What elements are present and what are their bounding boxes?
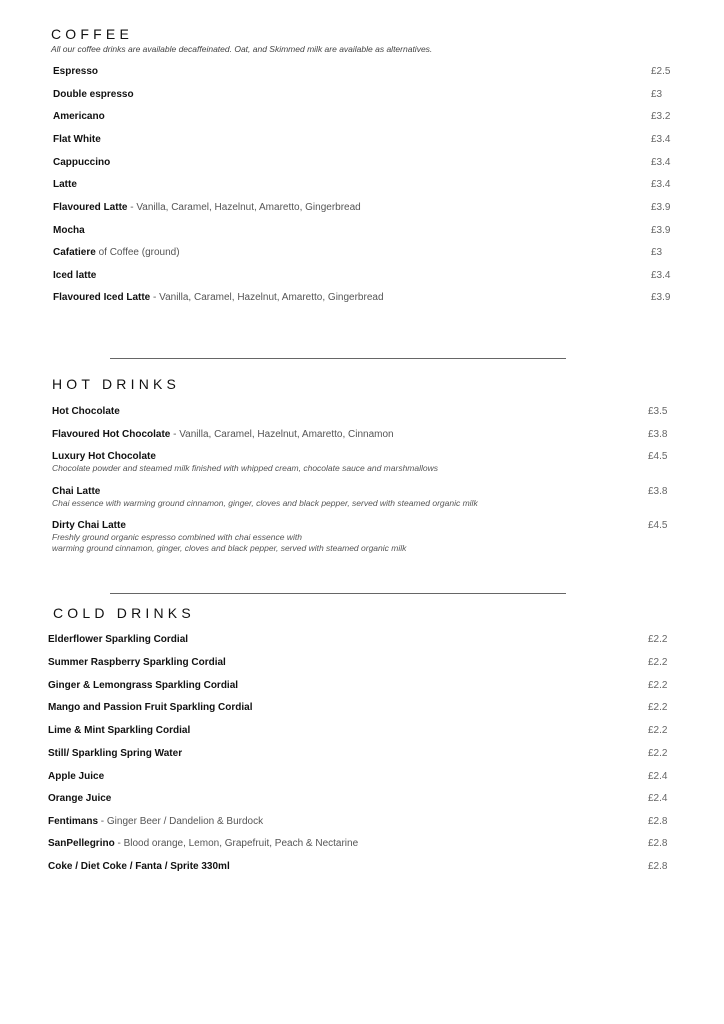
item-name: Double espresso: [53, 89, 134, 100]
item-price: £3.4: [651, 134, 671, 145]
section-divider: [110, 358, 566, 359]
item-name: Cafatiere: [53, 247, 96, 258]
item-price: £2.8: [648, 816, 668, 827]
coffee-title: COFFEE: [51, 26, 133, 42]
item-price: £2.2: [648, 702, 668, 713]
item-price: £2.2: [648, 634, 668, 645]
item-price: £2.4: [648, 771, 668, 782]
item-name: Lime & Mint Sparkling Cordial: [48, 725, 191, 736]
item-price: £2.8: [648, 838, 668, 849]
item-name: Latte: [53, 179, 77, 190]
coffee-note: All our coffee drinks are available decaffeinated. Oat, and Skimmed milk are available as alternatives.: [51, 44, 433, 54]
item-price: £3.9: [651, 225, 671, 236]
item-name: Espresso: [53, 66, 99, 77]
item-price: £4.5: [648, 520, 668, 531]
item-name: Dirty Chai Latte: [52, 520, 126, 531]
item-name: Chai Latte: [52, 486, 101, 497]
item-price: £2.5: [651, 66, 671, 77]
item-price: £3.8: [648, 429, 668, 440]
item-price: £3.2: [651, 111, 671, 122]
item-price: £3: [651, 89, 663, 100]
item-name: SanPellegrino: [48, 838, 115, 849]
item-price: £2.2: [648, 725, 668, 736]
item-subtitle: Chai essence with warming ground cinnamon, ginger, cloves and black pepper, served with steamed organic milk: [52, 498, 478, 508]
item-name: Mango and Passion Fruit Sparkling Cordial: [48, 702, 253, 713]
item-desc: - Vanilla, Caramel, Hazelnut, Amaretto, Gingerbread: [127, 202, 361, 213]
item-price: £2.8: [648, 861, 668, 872]
item-name: Mocha: [53, 225, 85, 236]
item-name: Apple Juice: [48, 771, 105, 782]
item-name: Coke / Diet Coke / Fanta / Sprite 330ml: [48, 861, 230, 872]
item-price: £2.2: [648, 680, 668, 691]
item-name: Cappuccino: [53, 157, 111, 168]
item-name: Summer Raspberry Sparkling Cordial: [48, 657, 226, 668]
item-price: £2.2: [648, 657, 668, 668]
item-desc: - Vanilla, Caramel, Hazelnut, Amaretto, Gingerbread: [150, 292, 384, 303]
item-name: Still/ Sparkling Spring Water: [48, 748, 183, 759]
cold-drinks-title: COLD DRINKS: [53, 605, 195, 621]
item-name: Ginger & Lemongrass Sparkling Cordial: [48, 680, 239, 691]
item-name: Americano: [53, 111, 105, 122]
item-price: £3.9: [651, 292, 671, 303]
item-price: £3.4: [651, 179, 671, 190]
item-price: £3.4: [651, 270, 671, 281]
item-name: Luxury Hot Chocolate: [52, 451, 156, 462]
item-price: £2.4: [648, 793, 668, 804]
item-subtitle: Freshly ground organic espresso combined with chai essence with: [52, 532, 302, 542]
item-price: £3.8: [648, 486, 668, 497]
item-name: Hot Chocolate: [52, 406, 120, 417]
item-price: £2.2: [648, 748, 668, 759]
item-price: £3.9: [651, 202, 671, 213]
item-desc: - Blood orange, Lemon, Grapefruit, Peach & Nectarine: [114, 838, 359, 849]
item-subtitle: warming ground cinnamon, ginger, cloves and black pepper, served with steamed organic milk: [52, 543, 407, 553]
item-name: Elderflower Sparkling Cordial: [48, 634, 189, 645]
item-name: Flat White: [53, 134, 101, 145]
item-name: Fentimans: [48, 816, 99, 827]
item-name: Iced latte: [53, 270, 97, 281]
item-name: Flavoured Hot Chocolate: [52, 429, 171, 440]
item-name: Flavoured Latte: [53, 202, 128, 213]
item-desc: - Ginger Beer / Dandelion & Burdock: [98, 816, 264, 827]
item-name: Orange Juice: [48, 793, 112, 804]
item-price: £4.5: [648, 451, 668, 462]
item-price: £3.5: [648, 406, 668, 417]
section-divider: [110, 593, 566, 594]
item-price: £3.4: [651, 157, 671, 168]
item-price: £3: [651, 247, 663, 258]
hot-drinks-title: HOT DRINKS: [52, 376, 181, 392]
item-name: Flavoured Iced Latte: [53, 292, 151, 303]
item-subtitle: Chocolate powder and steamed milk finished with whipped cream, chocolate sauce and marshmallows: [52, 463, 439, 473]
item-desc: of Coffee (ground): [95, 247, 180, 258]
item-desc: - Vanilla, Caramel, Hazelnut, Amaretto, Cinnamon: [170, 429, 394, 440]
